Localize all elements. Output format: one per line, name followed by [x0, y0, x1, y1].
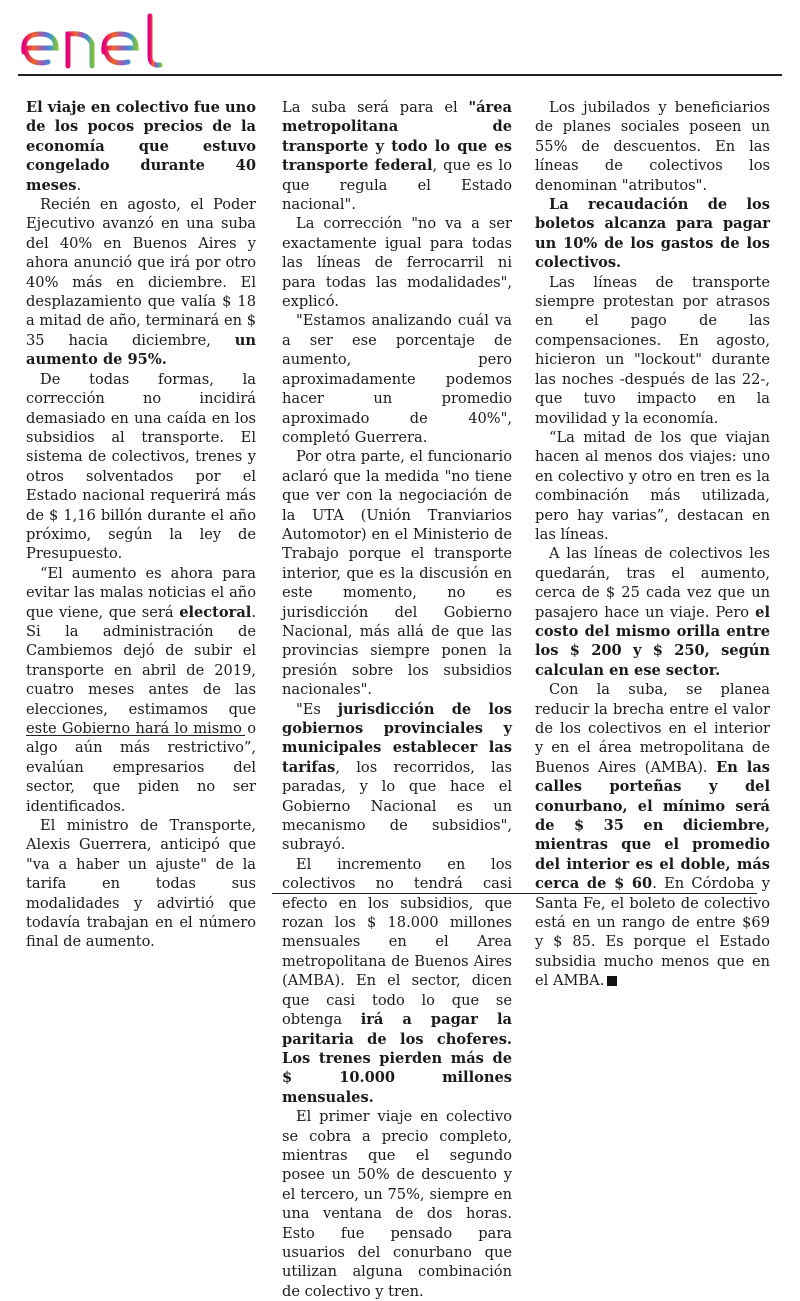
- article-paragraph: El ministro de Transporte, Alexis Guerrera, anticipó que "va a haber un ajuste" de la tarifa en todas sus modalidades y advirtió que todavía trabajan en el número final de aumento.: [26, 817, 256, 951]
- article-paragraph: De todas formas, la corrección no incidirá demasiado en una caída en los subsidios al transporte. El sistema de colectivos, trenes y otros solventados por el Estado nacional requerirá más de $ 1,16 billón durante el año próximo, según la ley de Presupuesto.: [26, 370, 256, 563]
- enel-logo: [18, 10, 178, 70]
- article-paragraph: "Estamos analizando cuál va a ser ese porcentaje de aumento, pero aproximadamente podemos hacer un promedio aproximado de 40%", completó Guerrera.: [282, 312, 512, 446]
- article-paragraph: “La mitad de los que viajan hacen al menos dos viajes: uno en colectivo y otro en tren es la combinación más utilizada, pero hay varias”, destacan en las líneas.: [535, 428, 770, 543]
- article-paragraph: Las líneas de transporte siempre protestan por atrasos en el pago de las compensaciones. En agosto, hicieron un "lockout" durante las noches -después de las 22-, que tuvo impacto en la movilidad y la economía.: [535, 273, 770, 427]
- article-paragraph: "Es jurisdicción de los gobiernos provinciales y municipales establecer las tarifas, los recorridos, las paradas, y lo que hace el Gobierno Nacional es un mecanismo de subsidios", subrayó.: [282, 700, 512, 854]
- article-paragraph: La suba será para el "área metropolitana de transporte y todo lo que es transporte federal, que es lo que regula el Estado nacional".: [282, 99, 513, 214]
- article-paragraph: El primer viaje en colectivo se cobra a precio completo, mientras que el segundo posee un 50% de descuento y el tercero, un 75%, siempre en una ventana de dos horas. Esto fue pensado para usuarios del conurbano que utilizan alguna combinación de colectivo y tren.: [282, 1108, 512, 1300]
- header-rule: [18, 74, 782, 76]
- article-paragraph: “El aumento es ahora para evitar las malas noticias el año que viene, que será electoral. Si la administración de Cambiemos dejó de subir el transporte en abril de 2019, cuatro meses antes de las elecciones, estimamos que este Gobierno hará lo mismo o algo aún más restrictivo”, evalúan empresarios del sector, que piden no ser identificados.: [26, 564, 256, 815]
- end-mark-icon: [607, 976, 617, 986]
- article-paragraph: Con la suba, se planea reducir la brecha entre el valor de los colectivos en el interior y en el área metropolitana de Buenos Aires (AMBA). En las calles porteñas y del conurbano, el mínimo será de $ 35 en diciembre, mientras que el promedio del interior es el doble, más cerca de $ 60. En Córdoba y Santa Fe, el boleto de colectivo está en un rango de entre $69 y $ 85. Es porque el Estado subsidia mucho menos que en el AMBA.: [535, 681, 771, 990]
- article-paragraph: El incremento en los colectivos no tendrá casi efecto en los subsidios, que rozan los $ 18.000 millones mensuales en el Area metropolitana de Buenos Aires (AMBA). En el sector, dicen que casi todo lo que se obtenga irá a pagar la paritaria de los choferes. Los trenes pierden más de $ 10.000 millones mensuales.: [282, 855, 512, 1106]
- article-column-3: [535, 98, 770, 991]
- article-column-2: [282, 98, 512, 1301]
- column-end-rule: [272, 893, 757, 894]
- article-column-1: [26, 98, 256, 952]
- article-paragraph: La corrección "no va a ser exactamente igual para todas las líneas de ferrocarril ni para todas las modalidades", explicó.: [282, 215, 512, 311]
- article-paragraph: Recién en agosto, el Poder Ejecutivo avanzó en una suba del 40% en Buenos Aires y ahora anunció que irá por otro 40% más en diciembre. El desplazamiento que valía $ 18 a mitad de año, terminará en $ 35 hacia diciembre, un aumento de 95%.: [26, 196, 256, 369]
- article-paragraph: Por otra parte, el funcionario aclaró que la medida "no tiene que ver con la negociación de la UTA (Unión Tranviarios Automotor) en el Ministerio de Trabajo porque el transporte interior, que es la discusión en este momento, no es jurisdicción del Gobierno Nacional, más allá de que las provincias siempre ponen la presión sobre los subsidios nacionales".: [282, 448, 512, 699]
- article-paragraph: A las líneas de colectivos les quedarán, tras el aumento, cerca de $ 25 cada vez que un pasajero hace un viaje. Pero el costo del mismo orilla entre los $ 200 y $ 250, según calculan en ese sector.: [535, 545, 770, 679]
- article-paragraph: La recaudación de los boletos alcanza para pagar un 10% de los gastos de los colectivos.: [535, 196, 770, 272]
- article-paragraph: Los jubilados y beneficiarios de planes sociales poseen un 55% de descuentos. En las líneas de colectivos los denominan "atributos".: [535, 99, 770, 194]
- column-end-rule: [26, 735, 245, 736]
- article-paragraph: El viaje en colectivo fue uno de los pocos precios de la economía que estuvo congelado durante 40 meses.: [26, 99, 256, 194]
